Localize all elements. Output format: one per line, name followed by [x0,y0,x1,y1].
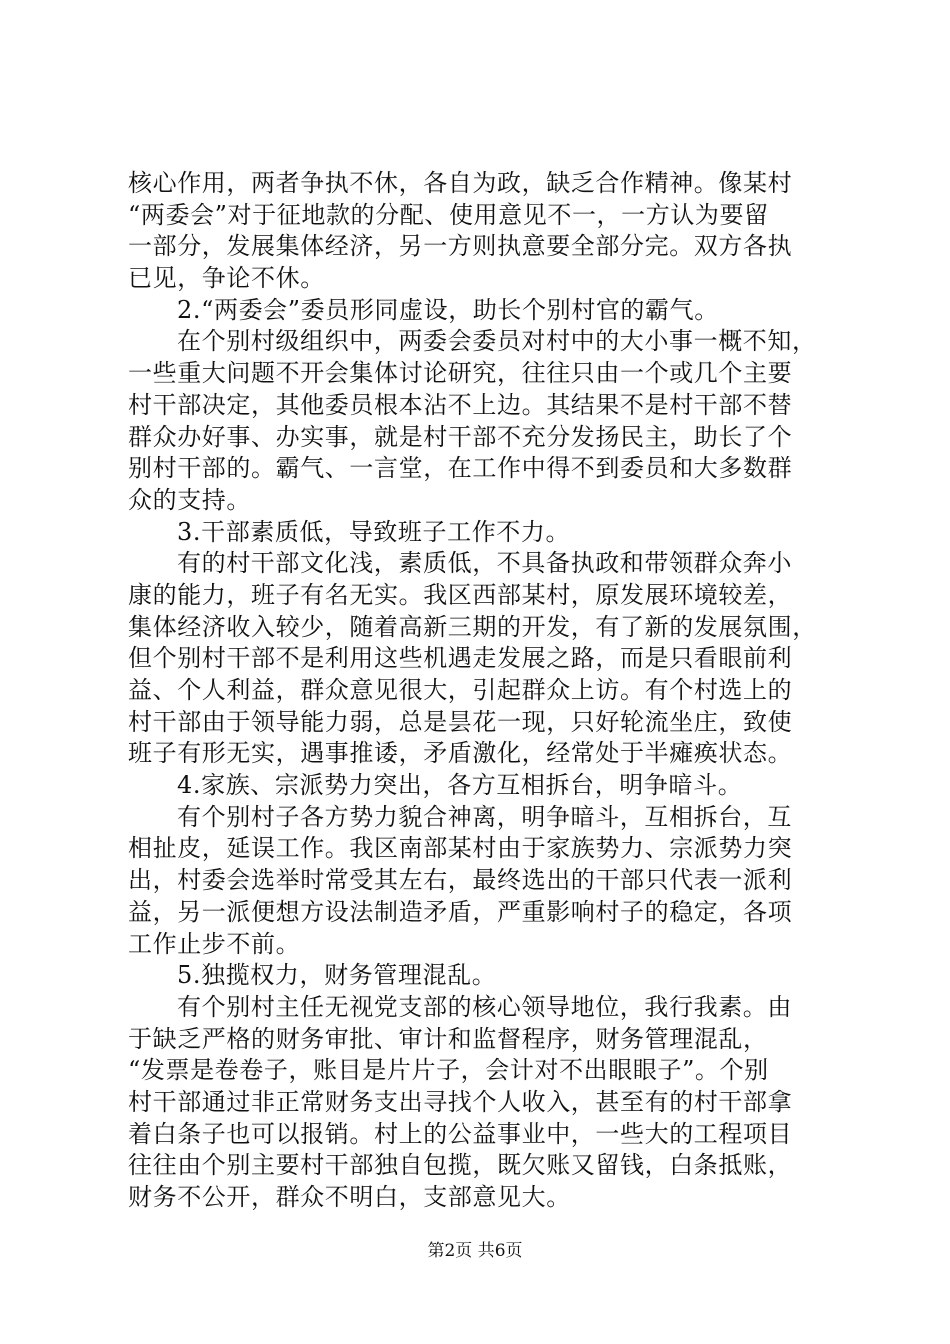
text-line: 着白条子也可以报销。村上的公益事业中，一些大的工程项目 [128,1119,793,1148]
text-line: “两委会”对于征地款的分配、使用意见不一，一方认为要留 [128,200,769,229]
text-line: 集体经济收入较少，随着高新三期的开发，有了新的发展氛围， [128,612,817,641]
text-line: 村干部由于领导能力弱，总是昙花一现，只好轮流坐庄，致使 [128,707,793,736]
text-line: 于缺乏严格的财务审批、审计和监督程序，财务管理混乱， [128,1024,768,1053]
text-line: 康的能力，班子有名无实。我区西部某村，原发展环境较差， [128,580,793,609]
text-line: 但个别村干部不是利用这些机遇走发展之路，而是只看眼前利 [128,644,793,673]
text-line: 有的村干部文化浅，素质低，不具备执政和带领群众奔小 [177,549,792,578]
body-text [128,168,828,1214]
text-line: 一些重大问题不开会集体讨论研究，往往只由一个或几个主要 [128,359,793,388]
text-line: 有个别村主任无视党支部的核心领导地位，我行我素。由 [177,992,792,1021]
text-line: 工作止步不前。 [128,929,301,958]
text-line: 3.干部素质低，导致班子工作不力。 [177,517,571,546]
text-line: 5.独揽权力，财务管理混乱。 [177,961,497,990]
text-line: 别村干部的。霸气、一言堂，在工作中得不到委员和大多数群 [128,454,793,483]
text-line: 群众办好事、办实事，就是村干部不充分发扬民主，助长了个 [128,422,793,451]
text-line: 益、个人利益，群众意见很大，引起群众上访。有个村选上的 [128,676,793,704]
text-line: 村干部通过非正常财务支出寻找个人收入，甚至有的村干部拿 [128,1087,793,1116]
text-line: 2.“两委会”委员形同虚设，助长个别村官的霸气。 [177,295,719,324]
text-line: 财务不公开，群众不明白，支部意见大。 [128,1183,571,1211]
text-line: 已见，争论不休。 [128,264,325,293]
text-line: “发票是卷卷子，账目是片片子，会计对不出眼眼子”。个别 [128,1056,769,1085]
text-line: 4.家族、宗派势力突出，各方互相拆台，明争暗斗。 [177,771,743,800]
text-line: 益，另一派便想方设法制造矛盾，严重影响村子的稳定，各项 [128,897,793,926]
page-footer: 第2页 共6页 [427,1241,523,1261]
text-line: 核心作用，两者争执不休，各自为政，缺乏合作精神。像某村 [128,169,793,197]
text-line: 村干部决定，其他委员根本沾不上边。其结果不是村干部不替 [128,390,793,419]
text-line: 相扯皮，延误工作。我区南部某村由于家族势力、宗派势力突 [128,834,793,863]
text-line: 出，村委会选举时常受其左右，最终选出的干部只代表一派利 [128,866,793,895]
text-line: 一部分，发展集体经济，另一方则执意要全部分完。双方各执 [128,232,793,261]
text-line: 往往由个别主要村干部独自包揽，既欠账又留钱，白条抵账， [128,1151,793,1180]
text-line: 有个别村子各方势力貌合神离，明争暗斗，互相拆台，互 [177,802,792,831]
text-line: 众的支持。 [128,485,251,514]
text-line: 在个别村级组织中，两委会委员对村中的大小事一概不知， [177,327,817,356]
text-line: 班子有形无实，遇事推诿，矛盾激化，经常处于半瘫痪状态。 [128,739,793,768]
